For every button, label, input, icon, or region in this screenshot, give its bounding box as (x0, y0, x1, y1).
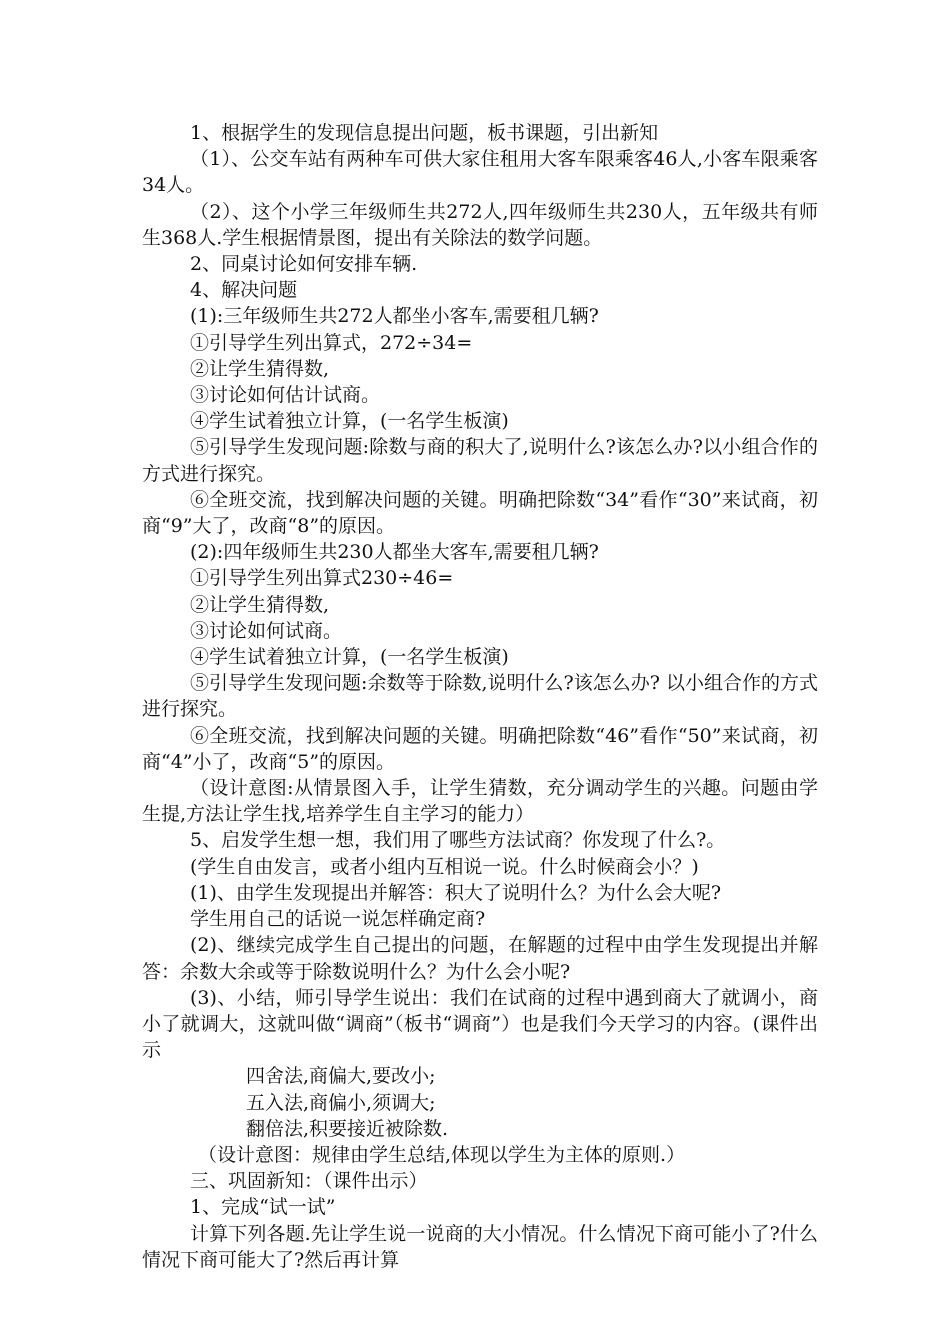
paragraph: ④学生试着独立计算，(一名学生板演) (190, 410, 509, 433)
paragraph: (2)、继续完成学生自己提出的问题，在解题的过程中由学生发现提出并解答：余数大余或等于除数说明什么？为什么会小呢? (142, 934, 818, 983)
paragraph: ③讨论如何估计试商。 (190, 384, 381, 407)
paragraph: ⑥全班交流，找到解决问题的关键。明确把除数“46”看作“50”来试商，初商“4”小了，改商“5”的原因。 (142, 724, 818, 773)
paragraph: ①引导学生列出算式，272÷34= (190, 331, 473, 354)
paragraph: 1、完成“试一试” (190, 1196, 336, 1219)
rule-line: 四舍法,商偏大,要改小; (246, 1065, 436, 1088)
rule-line: 五入法,商偏小,须调大; (246, 1091, 436, 1114)
paragraph: (3)、小结，师引导学生说出：我们在试商的过程中遇到商大了就调小，商小了就调大，这就叫做“调商”（板书“调商”）也是我们今天学习的内容。(课件出示 (142, 986, 818, 1062)
paragraph: ④学生试着独立计算，(一名学生板演) (190, 646, 509, 669)
paragraph: ⑤引导学生发现问题:除数与商的积大了,说明什么?该怎么办?以小组合作的方式进行探究。 (142, 436, 818, 485)
paragraph: ①引导学生列出算式230÷46= (190, 567, 454, 590)
paragraph: ②让学生猜得数, (190, 593, 330, 616)
paragraph: 学生用自己的话说一说怎样确定商? (190, 908, 486, 931)
paragraph: ⑤引导学生发现问题:余数等于除数,说明什么?该怎么办? 以小组合作的方式进行探究。 (142, 672, 818, 721)
paragraph: （2）、这个小学三年级师生共272人,四年级师生共230人，五年级共有师生368人.学生根据情景图，提出有关除法的数学问题。 (142, 200, 818, 249)
paragraph: 1、根据学生的发现信息提出问题，板书课题，引出新知 (190, 122, 659, 144)
paragraph: 5、启发学生想一想，我们用了哪些方法试商？你发现了什么?。 (190, 829, 726, 852)
paragraph: （1）、公交车站有两种车可供大家住租用大客车限乘客46人,小客车限乘客34人。 (142, 148, 818, 197)
paragraph: (2):四年级师生共230人都坐大客车,需要租几辆? (190, 541, 599, 564)
paragraph: ②让学生猜得数, (190, 357, 330, 380)
paragraph: 2、同桌讨论如何安排车辆. (190, 253, 418, 276)
section-heading: 三、巩固新知：（课件出示） (190, 1170, 428, 1193)
paragraph: (学生自由发言，或者小组内互相说一说。什么时候商会小？) (190, 855, 699, 878)
paragraph: 计算下列各题.先让学生说一说商的大小情况。什么情况下商可能小了?什么情况下商可能大了?然后再计算 (142, 1222, 818, 1271)
paragraph: (1):三年级师生共272人都坐小客车,需要租几辆? (190, 305, 599, 328)
paragraph: （设计意图：规律由学生总结,体现以学生为主体的原则.） (198, 1143, 686, 1166)
paragraph: (1)、由学生发现提出并解答：积大了说明什么？为什么会大呢? (190, 881, 722, 904)
paragraph: ⑥全班交流，找到解决问题的关键。明确把除数“34”看作“30”来试商，初商“9”大了，改商“8”的原因。 (142, 488, 818, 538)
paragraph: 4、解决问题 (190, 279, 298, 302)
rule-line: 翻倍法,积要接近被除数. (246, 1117, 449, 1140)
document-body (142, 120, 818, 1273)
paragraph: ③讨论如何试商。 (190, 619, 343, 642)
paragraph: （设计意图:从情景图入手，让学生猜数，充分调动学生的兴趣。问题由学生提,方法让学生找,培养学生自主学习的能力） (142, 777, 818, 826)
